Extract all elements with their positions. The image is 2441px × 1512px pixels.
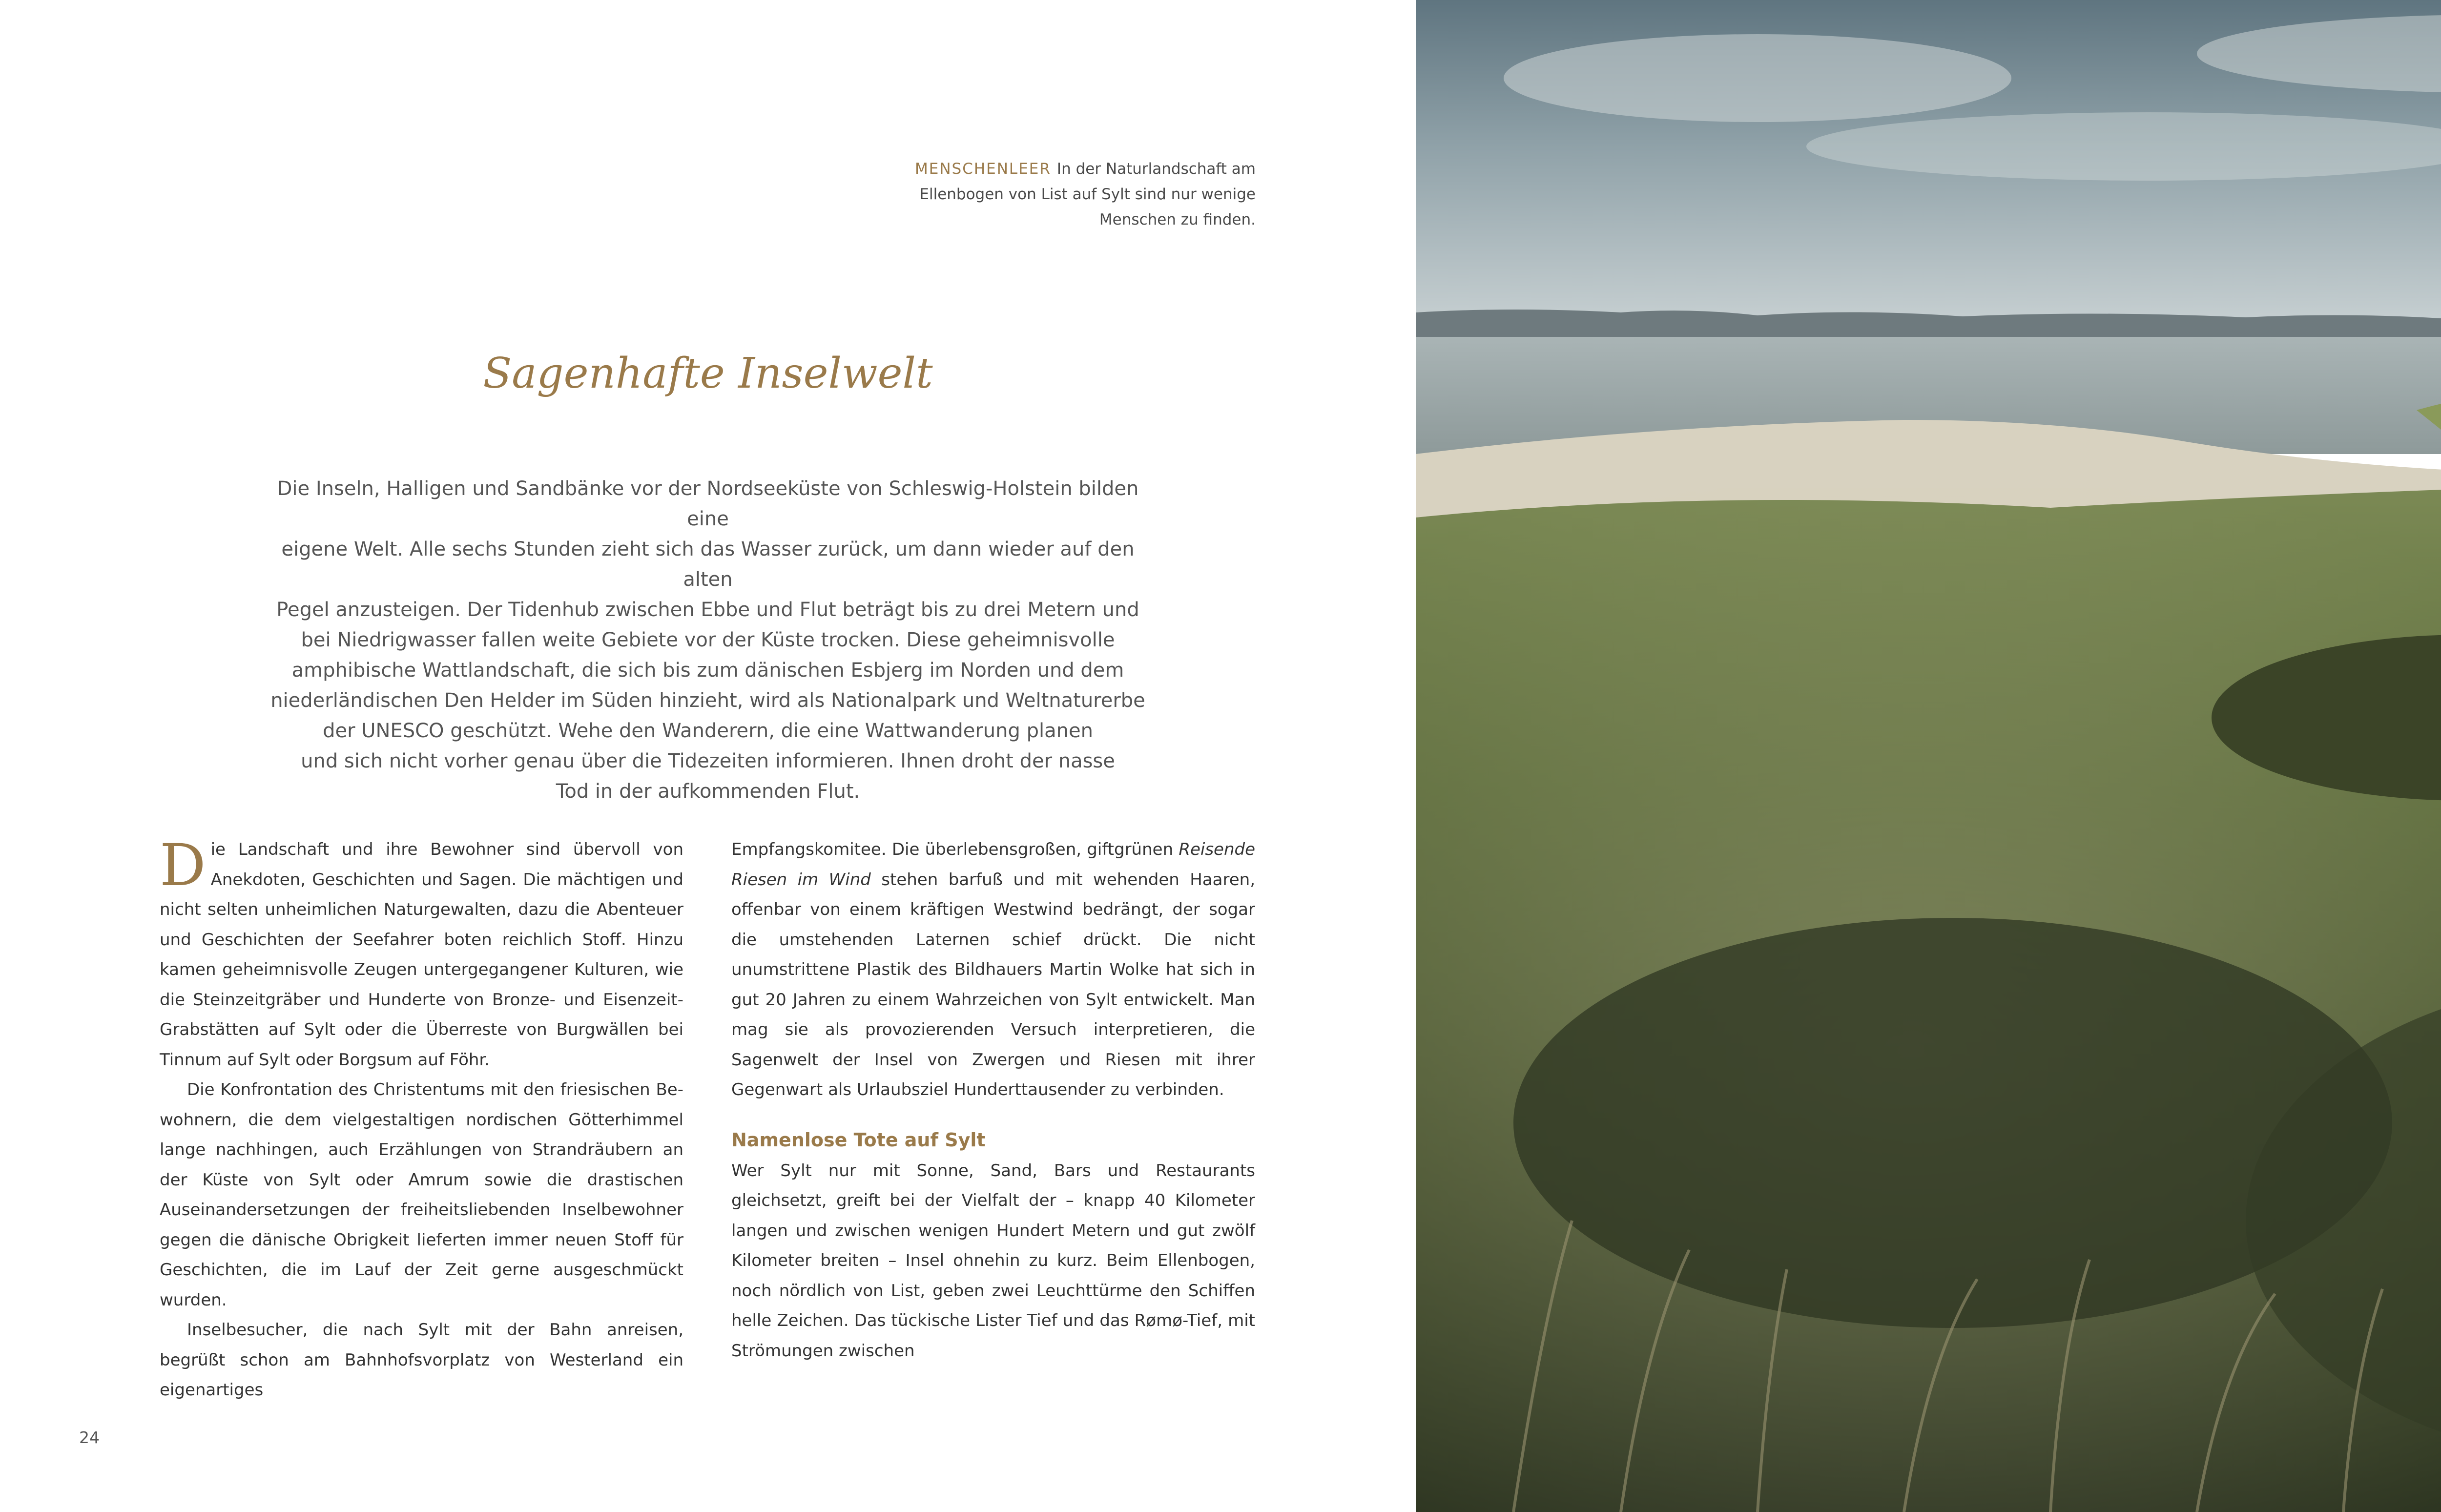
body-paragraph: Wer Sylt nur mit Sonne, Sand, Bars und Restaurants gleichsetzt, greift bei der Vielfalt der – knapp 40 Kilometer langen und zwischen wenigen Hundert Metern und gut zwölf Kilometer breiten – Insel ohnehin zu kurz. Beim Ellenbogen, noch nördlich von List, geben zwei Leuchttürme den Schiffen helle Zeichen. Das tückische Lister Tief und das Rømø-Tief, mit Strömungen zwischen bbox=[731, 1160, 1255, 1361]
body-paragraph: Inselbesucher, die nach Sylt mit der Bahn anreisen, begrüßt schon am Bahnhofsvorplatz von Westerland ein eigenartiges bbox=[160, 1320, 683, 1400]
lead-line: und sich nicht vorher genau über die Tidezeiten informieren. Ihnen droht der nasse bbox=[301, 750, 1115, 772]
page-number: 24 bbox=[79, 1428, 100, 1447]
body-paragraph bbox=[731, 835, 1255, 1105]
caption-text-1: In der Naturlandschaft am bbox=[1056, 160, 1256, 178]
caption-line-3: Menschen zu finden. bbox=[1099, 211, 1256, 228]
lead-line: der UNESCO geschützt. Wehe den Wanderern, die eine Wattwanderung planen bbox=[323, 720, 1093, 742]
chapter-headline: Sagenhafte Inselwelt bbox=[483, 349, 933, 398]
paragraph-text: stehen barfuß und mit wehenden Haaren, offenbar von einem kräftigen Westwind bedrängt, der sogar die umstehenden Laternen schief drückt. Die nicht unumstrittene Plastik des Bildhauers Martin Wolke hat sich in gut 20 Jahren zu einem Wahrzeichen von Sylt entwickelt. Man mag sie als provozierenden Versuch interpretieren, die Sagenwelt der Insel von Zwergen und Riesen mit ihrer Gegenwart als Urlaubsziel Hunderttausender zu verbinden. bbox=[731, 870, 1255, 1099]
body-paragraph: Die Konfrontation des Christentums mit den friesischen Bewohnern, die dem vielgestaltigen nordischen Götterhimmel lange nachhingen, auch Erzählungen von Strandräubern an der Küste von Sylt oder Amrum sowie die drastischen Auseinandersetzungen der freiheitsliebenden Inselbewohner gegen die dänische Obrigkeit lieferten immer neuen Stoff für Geschichten, die im Lauf der Zeit gerne ausgeschmückt wurden. bbox=[160, 1080, 683, 1310]
paragraph-text: Empfangskomitee. Die überlebensgroßen, giftgrünen bbox=[731, 840, 1179, 859]
cloud bbox=[1504, 34, 2011, 122]
lead-line: bei Niedrigwasser fallen weite Gebiete vor der Küste trocken. Diese geheimnisvolle bbox=[301, 629, 1115, 651]
landscape-photo bbox=[1416, 0, 2441, 1512]
paragraph-text: ie Landschaft und ihre Bewohner sind übervoll von Anekdoten, Geschichten und Sagen. Die mächtigen und nicht selten unheimlichen Naturgewalten, dazu die Abenteuer und Geschichten der Seefahrer boten reichlich Stoff. Hinzu kamen geheimnisvolle Zeugen untergegangener Kulturen, wie die Steinzeitgräber und Hunderte von Bronze- und Eisenzeit-Grabstätten auf Sylt oder die Überreste von Burgwällen bei Tinnum auf Sylt oder Borgsum auf Föhr. bbox=[160, 840, 683, 1070]
caption-line-1 bbox=[830, 156, 1256, 182]
lead-line: eigene Welt. Alle sechs Stunden zieht sich das Wasser zurück, um dann wieder auf den alten bbox=[281, 538, 1135, 591]
lead-line: Die Inseln, Halligen und Sandbänke vor der Nordseeküste von Schleswig-Holstein bilden eine bbox=[277, 477, 1139, 530]
lead-paragraph bbox=[254, 474, 1162, 807]
lead-line: Tod in der aufkommenden Flut. bbox=[556, 780, 860, 803]
body-paragraph bbox=[160, 831, 683, 1075]
drop-cap: D bbox=[160, 831, 206, 899]
text-column-right bbox=[731, 835, 1255, 1366]
artwork-title: Reisende Riesen im Wind bbox=[731, 840, 1255, 890]
lead-line: niederländischen Den Helder im Süden hinzieht, wird als Nationalpark und Weltnaturerbe bbox=[270, 689, 1145, 712]
caption-label: MENSCHENLEER bbox=[915, 160, 1051, 178]
lead-line: Pegel anzusteigen. Der Tidenhub zwischen Ebbe und Flut beträgt bis zu drei Metern und bbox=[276, 599, 1139, 621]
section-subheading: Namenlose Tote auf Sylt bbox=[731, 1129, 986, 1151]
photo-caption bbox=[830, 156, 1256, 232]
lead-line: amphibische Wattlandschaft, die sich bis zum dänischen Esbjerg im Norden und dem bbox=[291, 659, 1124, 682]
caption-line-2: Ellenbogen von List auf Sylt sind nur wenige bbox=[919, 186, 1256, 203]
text-column-left bbox=[160, 831, 683, 1406]
